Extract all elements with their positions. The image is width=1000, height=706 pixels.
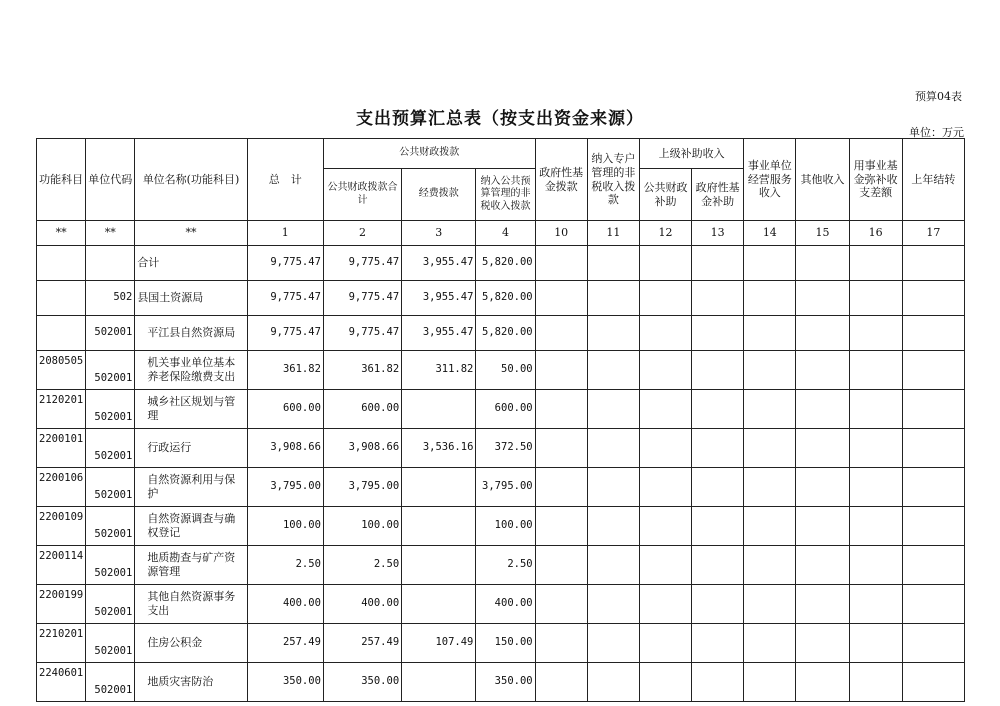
empty-cell bbox=[744, 246, 796, 281]
index-cell: 13 bbox=[692, 221, 744, 246]
empty-cell bbox=[692, 351, 744, 390]
pf-total-cell: 257.49 bbox=[323, 624, 401, 663]
total-cell: 3,908.66 bbox=[247, 429, 323, 468]
table-row bbox=[37, 429, 965, 468]
pf-nontax-cell: 150.00 bbox=[476, 624, 535, 663]
header-other-income: 其他收入 bbox=[796, 139, 849, 221]
total-cell: 9,775.47 bbox=[247, 281, 323, 316]
empty-cell bbox=[535, 390, 587, 429]
header-upper-fund: 政府性基金补助 bbox=[692, 169, 744, 221]
index-cell: ** bbox=[135, 221, 247, 246]
total-cell: 100.00 bbox=[247, 507, 323, 546]
func-code-cell bbox=[37, 281, 86, 316]
empty-cell bbox=[587, 663, 639, 702]
empty-cell bbox=[692, 624, 744, 663]
table-row bbox=[37, 281, 965, 316]
unit-code-cell: 502001 bbox=[86, 663, 135, 702]
empty-cell bbox=[639, 390, 691, 429]
empty-cell bbox=[902, 429, 964, 468]
pf-total-cell: 3,795.00 bbox=[323, 468, 401, 507]
empty-cell bbox=[902, 468, 964, 507]
table-row bbox=[37, 585, 965, 624]
empty-cell bbox=[902, 585, 964, 624]
total-cell: 9,775.47 bbox=[247, 246, 323, 281]
empty-cell bbox=[902, 546, 964, 585]
func-code-cell: 2120201 bbox=[37, 390, 86, 429]
unit-code-cell: 502001 bbox=[86, 390, 135, 429]
index-cell: 11 bbox=[587, 221, 639, 246]
empty-cell bbox=[535, 429, 587, 468]
empty-cell bbox=[535, 351, 587, 390]
empty-cell bbox=[639, 546, 691, 585]
empty-cell bbox=[744, 624, 796, 663]
index-cell: 2 bbox=[323, 221, 401, 246]
unit-code-cell: 502001 bbox=[86, 316, 135, 351]
column-index-row bbox=[37, 221, 965, 246]
pf-nontax-cell: 50.00 bbox=[476, 351, 535, 390]
empty-cell bbox=[796, 351, 849, 390]
header-carryover: 上年结转 bbox=[902, 139, 964, 221]
header-biz-income: 事业单位经营服务收入 bbox=[744, 139, 796, 221]
pf-nontax-cell: 3,795.00 bbox=[476, 468, 535, 507]
header-special-nontax: 纳入专户管理的非税收入拨款 bbox=[587, 139, 639, 221]
empty-cell bbox=[744, 507, 796, 546]
func-code-cell: 2200199 bbox=[37, 585, 86, 624]
budget-table bbox=[36, 138, 965, 702]
unit-code-cell: 502001 bbox=[86, 585, 135, 624]
total-cell: 400.00 bbox=[247, 585, 323, 624]
empty-cell bbox=[796, 281, 849, 316]
header-upper-public: 公共财政补助 bbox=[639, 169, 691, 221]
pf-nontax-cell: 2.50 bbox=[476, 546, 535, 585]
index-cell: 16 bbox=[849, 221, 902, 246]
empty-cell bbox=[639, 351, 691, 390]
empty-cell bbox=[692, 663, 744, 702]
header-gov-fund: 政府性基金拨款 bbox=[535, 139, 587, 221]
index-cell: ** bbox=[86, 221, 135, 246]
unit-name-cell: 地质灾害防治 bbox=[135, 663, 247, 702]
empty-cell bbox=[692, 468, 744, 507]
empty-cell bbox=[692, 246, 744, 281]
empty-cell bbox=[744, 468, 796, 507]
table-row bbox=[37, 390, 965, 429]
empty-cell bbox=[587, 316, 639, 351]
pf-total-cell: 361.82 bbox=[323, 351, 401, 390]
empty-cell bbox=[587, 351, 639, 390]
func-code-cell: 2210201 bbox=[37, 624, 86, 663]
empty-cell bbox=[796, 507, 849, 546]
empty-cell bbox=[639, 246, 691, 281]
pf-fee-cell bbox=[402, 585, 476, 624]
empty-cell bbox=[639, 429, 691, 468]
pf-total-cell: 600.00 bbox=[323, 390, 401, 429]
empty-cell bbox=[535, 663, 587, 702]
pf-nontax-cell: 372.50 bbox=[476, 429, 535, 468]
func-code-cell: 2080505 bbox=[37, 351, 86, 390]
table-row bbox=[37, 546, 965, 585]
empty-cell bbox=[744, 281, 796, 316]
empty-cell bbox=[587, 281, 639, 316]
empty-cell bbox=[587, 624, 639, 663]
empty-cell bbox=[744, 316, 796, 351]
header-unit-name: 单位名称(功能科目) bbox=[135, 139, 247, 221]
empty-cell bbox=[744, 351, 796, 390]
empty-cell bbox=[744, 585, 796, 624]
empty-cell bbox=[535, 546, 587, 585]
unit-name-cell: 平江县自然资源局 bbox=[135, 316, 247, 351]
empty-cell bbox=[849, 585, 902, 624]
pf-fee-cell: 311.82 bbox=[402, 351, 476, 390]
unit-code-cell: 502001 bbox=[86, 351, 135, 390]
pf-total-cell: 9,775.47 bbox=[323, 246, 401, 281]
unit-name-cell: 住房公积金 bbox=[135, 624, 247, 663]
empty-cell bbox=[535, 316, 587, 351]
func-code-cell: 2200106 bbox=[37, 468, 86, 507]
index-cell: 4 bbox=[476, 221, 535, 246]
pf-total-cell: 100.00 bbox=[323, 507, 401, 546]
empty-cell bbox=[849, 624, 902, 663]
empty-cell bbox=[902, 390, 964, 429]
empty-cell bbox=[639, 663, 691, 702]
empty-cell bbox=[535, 507, 587, 546]
table-row bbox=[37, 663, 965, 702]
empty-cell bbox=[902, 281, 964, 316]
empty-cell bbox=[639, 281, 691, 316]
empty-cell bbox=[902, 507, 964, 546]
table-row bbox=[37, 351, 965, 390]
empty-cell bbox=[587, 585, 639, 624]
empty-cell bbox=[796, 390, 849, 429]
unit-name-cell: 其他自然资源事务支出 bbox=[135, 585, 247, 624]
total-cell: 2.50 bbox=[247, 546, 323, 585]
empty-cell bbox=[744, 390, 796, 429]
empty-cell bbox=[639, 585, 691, 624]
header-unit-code: 单位代码 bbox=[86, 139, 135, 221]
empty-cell bbox=[902, 663, 964, 702]
func-code-cell: 2200109 bbox=[37, 507, 86, 546]
index-cell: ** bbox=[37, 221, 86, 246]
unit-code-cell: 502001 bbox=[86, 624, 135, 663]
total-cell: 257.49 bbox=[247, 624, 323, 663]
empty-cell bbox=[796, 468, 849, 507]
empty-cell bbox=[535, 624, 587, 663]
empty-cell bbox=[587, 546, 639, 585]
index-cell: 15 bbox=[796, 221, 849, 246]
unit-name-cell: 自然资源调查与确权登记 bbox=[135, 507, 247, 546]
empty-cell bbox=[587, 507, 639, 546]
header-pf-nontax: 纳入公共预算管理的非税收入拨款 bbox=[476, 169, 535, 221]
pf-fee-cell: 107.49 bbox=[402, 624, 476, 663]
empty-cell bbox=[849, 468, 902, 507]
total-cell: 350.00 bbox=[247, 663, 323, 702]
empty-cell bbox=[692, 281, 744, 316]
unit-code-cell: 502001 bbox=[86, 429, 135, 468]
pf-fee-cell: 3,955.47 bbox=[402, 246, 476, 281]
empty-cell bbox=[902, 316, 964, 351]
empty-cell bbox=[535, 281, 587, 316]
empty-cell bbox=[535, 246, 587, 281]
unit-code-cell bbox=[86, 246, 135, 281]
empty-cell bbox=[587, 468, 639, 507]
header-pf-fee: 经费拨款 bbox=[402, 169, 476, 221]
pf-total-cell: 3,908.66 bbox=[323, 429, 401, 468]
pf-nontax-cell: 100.00 bbox=[476, 507, 535, 546]
header-upper-subsidy: 上级补助收入 bbox=[639, 139, 743, 169]
empty-cell bbox=[639, 507, 691, 546]
empty-cell bbox=[744, 663, 796, 702]
empty-cell bbox=[902, 351, 964, 390]
header-total: 总 计 bbox=[247, 139, 323, 221]
empty-cell bbox=[587, 429, 639, 468]
table-row bbox=[37, 246, 965, 281]
empty-cell bbox=[849, 546, 902, 585]
header-biz-fund-gap: 用事业基金弥补收支差额 bbox=[849, 139, 902, 221]
header-func-code: 功能科目 bbox=[37, 139, 86, 221]
index-cell: 12 bbox=[639, 221, 691, 246]
pf-total-cell: 9,775.47 bbox=[323, 316, 401, 351]
empty-cell bbox=[639, 316, 691, 351]
unit-name-cell: 地质勘查与矿产资源管理 bbox=[135, 546, 247, 585]
empty-cell bbox=[692, 429, 744, 468]
func-code-cell: 2240601 bbox=[37, 663, 86, 702]
index-cell: 14 bbox=[744, 221, 796, 246]
empty-cell bbox=[849, 429, 902, 468]
empty-cell bbox=[849, 246, 902, 281]
unit-name-cell: 城乡社区规划与管理 bbox=[135, 390, 247, 429]
empty-cell bbox=[849, 316, 902, 351]
empty-cell bbox=[639, 624, 691, 663]
empty-cell bbox=[692, 507, 744, 546]
unit-label: 单位：万元 bbox=[909, 126, 964, 139]
header-pf-total: 公共财政拨款合计 bbox=[323, 169, 401, 221]
index-cell: 3 bbox=[402, 221, 476, 246]
pf-total-cell: 350.00 bbox=[323, 663, 401, 702]
pf-total-cell: 2.50 bbox=[323, 546, 401, 585]
table-row bbox=[37, 507, 965, 546]
unit-name-cell: 合计 bbox=[135, 246, 247, 281]
pf-fee-cell: 3,536.16 bbox=[402, 429, 476, 468]
empty-cell bbox=[849, 281, 902, 316]
pf-fee-cell bbox=[402, 663, 476, 702]
total-cell: 3,795.00 bbox=[247, 468, 323, 507]
empty-cell bbox=[902, 246, 964, 281]
empty-cell bbox=[639, 468, 691, 507]
page-title: 支出预算汇总表（按支出资金来源） bbox=[356, 109, 644, 129]
empty-cell bbox=[744, 429, 796, 468]
pf-fee-cell bbox=[402, 390, 476, 429]
table-row bbox=[37, 316, 965, 351]
unit-code-cell: 502 bbox=[86, 281, 135, 316]
total-cell: 361.82 bbox=[247, 351, 323, 390]
func-code-cell: 2200114 bbox=[37, 546, 86, 585]
pf-total-cell: 9,775.47 bbox=[323, 281, 401, 316]
total-cell: 9,775.47 bbox=[247, 316, 323, 351]
unit-name-cell: 行政运行 bbox=[135, 429, 247, 468]
total-cell: 600.00 bbox=[247, 390, 323, 429]
empty-cell bbox=[796, 316, 849, 351]
empty-cell bbox=[535, 468, 587, 507]
empty-cell bbox=[796, 663, 849, 702]
unit-name-cell: 自然资源利用与保护 bbox=[135, 468, 247, 507]
table-row bbox=[37, 468, 965, 507]
empty-cell bbox=[796, 246, 849, 281]
table-row bbox=[37, 624, 965, 663]
header-public-finance: 公共财政拨款 bbox=[323, 139, 535, 169]
pf-fee-cell: 3,955.47 bbox=[402, 281, 476, 316]
func-code-cell: 2200101 bbox=[37, 429, 86, 468]
empty-cell bbox=[796, 624, 849, 663]
empty-cell bbox=[692, 585, 744, 624]
pf-nontax-cell: 400.00 bbox=[476, 585, 535, 624]
empty-cell bbox=[902, 624, 964, 663]
index-cell: 10 bbox=[535, 221, 587, 246]
empty-cell bbox=[796, 546, 849, 585]
empty-cell bbox=[744, 546, 796, 585]
empty-cell bbox=[587, 390, 639, 429]
empty-cell bbox=[849, 351, 902, 390]
pf-nontax-cell: 5,820.00 bbox=[476, 246, 535, 281]
empty-cell bbox=[849, 390, 902, 429]
empty-cell bbox=[692, 316, 744, 351]
func-code-cell bbox=[37, 316, 86, 351]
empty-cell bbox=[849, 507, 902, 546]
form-number: 预算04表 bbox=[915, 90, 962, 103]
unit-name-cell: 县国土资源局 bbox=[135, 281, 247, 316]
unit-code-cell: 502001 bbox=[86, 546, 135, 585]
empty-cell bbox=[796, 429, 849, 468]
empty-cell bbox=[796, 585, 849, 624]
pf-nontax-cell: 350.00 bbox=[476, 663, 535, 702]
pf-nontax-cell: 5,820.00 bbox=[476, 281, 535, 316]
index-cell: 17 bbox=[902, 221, 964, 246]
pf-fee-cell bbox=[402, 507, 476, 546]
pf-nontax-cell: 600.00 bbox=[476, 390, 535, 429]
pf-total-cell: 400.00 bbox=[323, 585, 401, 624]
empty-cell bbox=[692, 546, 744, 585]
empty-cell bbox=[849, 663, 902, 702]
empty-cell bbox=[535, 585, 587, 624]
pf-fee-cell bbox=[402, 468, 476, 507]
pf-fee-cell: 3,955.47 bbox=[402, 316, 476, 351]
empty-cell bbox=[587, 246, 639, 281]
pf-fee-cell bbox=[402, 546, 476, 585]
empty-cell bbox=[692, 390, 744, 429]
unit-code-cell: 502001 bbox=[86, 468, 135, 507]
index-cell: 1 bbox=[247, 221, 323, 246]
unit-name-cell: 机关事业单位基本养老保险缴费支出 bbox=[135, 351, 247, 390]
unit-code-cell: 502001 bbox=[86, 507, 135, 546]
pf-nontax-cell: 5,820.00 bbox=[476, 316, 535, 351]
func-code-cell bbox=[37, 246, 86, 281]
